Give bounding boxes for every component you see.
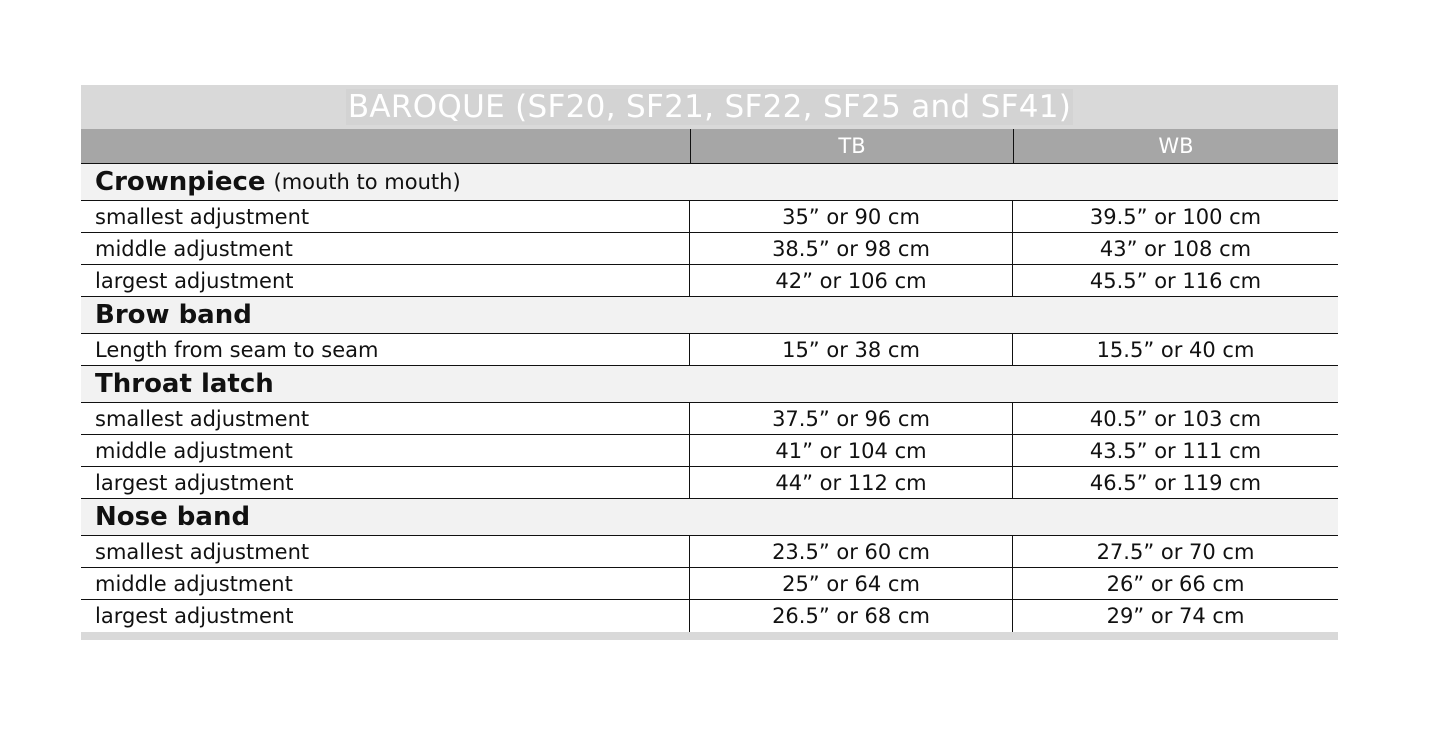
- row-label: smallest adjustment: [81, 403, 690, 434]
- table-row: [81, 265, 1338, 297]
- table-row: [81, 467, 1338, 499]
- row-label: smallest adjustment: [81, 536, 690, 567]
- wb-value: 29” or 74 cm: [1106, 604, 1245, 628]
- wb-value: 26” or 66 cm: [1106, 571, 1245, 596]
- table-footer-bar: [81, 632, 1338, 640]
- wb-value: 39.5” or 100 cm: [1089, 204, 1262, 229]
- table-row: [81, 334, 1338, 366]
- section-heading: Nose band: [95, 502, 251, 532]
- section-brow-band: [81, 297, 1338, 334]
- wb-value: 45.5” or 116 cm: [1089, 268, 1262, 293]
- row-label: middle adjustment: [81, 233, 690, 264]
- tb-value: 23.5” or 60 cm: [690, 536, 1013, 567]
- wb-value: 43.5” or 111 cm: [1089, 438, 1262, 463]
- wb-value: 27.5” or 70 cm: [1096, 539, 1255, 564]
- wb-value: 40.5” or 103 cm: [1089, 406, 1262, 431]
- tb-value: 44” or 112 cm: [690, 467, 1013, 498]
- section-heading: Throat latch: [95, 369, 274, 399]
- section-throat-latch: [81, 366, 1338, 403]
- row-label: Length from seam to seam: [81, 334, 690, 365]
- table-row: [81, 536, 1338, 568]
- column-header-tb: TB: [691, 129, 1014, 163]
- tb-value: 41” or 104 cm: [690, 435, 1013, 466]
- section-nose-band: [81, 499, 1338, 536]
- tb-value: 15” or 38 cm: [690, 334, 1013, 365]
- column-header-row: [81, 129, 1338, 164]
- section-note: (mouth to mouth): [273, 170, 461, 194]
- tb-value: 26.5” or 68 cm: [690, 600, 1013, 632]
- table-row: [81, 403, 1338, 435]
- tb-value: 37.5” or 96 cm: [690, 403, 1013, 434]
- column-header-wb: WB: [1158, 134, 1194, 158]
- table-row: [81, 233, 1338, 265]
- table-row: [81, 600, 1338, 632]
- tb-value: 42” or 106 cm: [690, 265, 1013, 296]
- table-row: [81, 201, 1338, 233]
- section-crownpiece: [81, 164, 1338, 201]
- row-label: smallest adjustment: [81, 201, 690, 232]
- row-label: middle adjustment: [81, 435, 690, 466]
- tb-value: 25” or 64 cm: [690, 568, 1013, 599]
- row-label: largest adjustment: [81, 265, 690, 296]
- table-row: [81, 435, 1338, 467]
- size-chart-table: [81, 85, 1338, 640]
- column-header-item: [81, 129, 691, 163]
- row-label: middle adjustment: [81, 568, 690, 599]
- row-label: largest adjustment: [81, 467, 690, 498]
- tb-value: 38.5” or 98 cm: [690, 233, 1013, 264]
- wb-value: 43” or 108 cm: [1099, 236, 1252, 261]
- section-heading: Crownpiece: [95, 167, 266, 197]
- table-title: BAROQUE (SF20, SF21, SF22, SF25 and SF41): [347, 89, 1072, 125]
- table-row: [81, 568, 1338, 600]
- wb-value: 46.5” or 119 cm: [1089, 470, 1262, 495]
- section-heading: Brow band: [95, 300, 252, 330]
- table-title-bar: [81, 85, 1338, 129]
- wb-value: 15.5” or 40 cm: [1096, 337, 1255, 362]
- row-label: largest adjustment: [81, 600, 690, 632]
- tb-value: 35” or 90 cm: [690, 201, 1013, 232]
